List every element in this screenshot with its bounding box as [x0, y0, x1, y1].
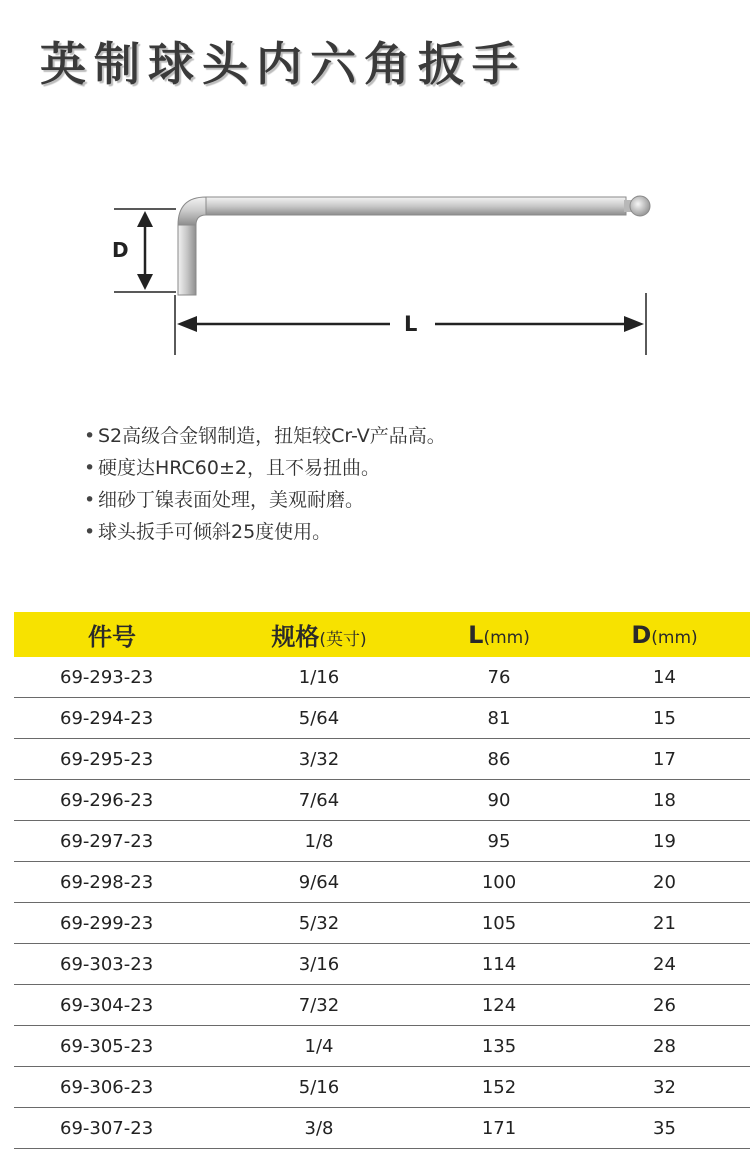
allen-key-shape [178, 196, 650, 295]
table-cell: 3/8 [219, 1108, 419, 1149]
table-row [14, 821, 750, 862]
table-cell: 1/4 [219, 1026, 419, 1067]
table-cell: 152 [419, 1067, 579, 1108]
table-cell: 95 [419, 821, 579, 862]
table-cell: 69-295-23 [14, 739, 219, 780]
bullet-icon: • [84, 489, 96, 511]
table-row [14, 1026, 750, 1067]
table-row [14, 1067, 750, 1108]
table-row [14, 944, 750, 985]
table-cell: 69-299-23 [14, 903, 219, 944]
table-cell: 69-305-23 [14, 1026, 219, 1067]
feature-item: • 球头扳手可倾斜25度使用。 [84, 516, 446, 548]
table-cell: 20 [579, 862, 750, 903]
table-cell: 81 [419, 698, 579, 739]
table-cell: 3/16 [219, 944, 419, 985]
feature-list [84, 420, 446, 548]
table-cell: 24 [579, 944, 750, 985]
table-row [14, 657, 750, 698]
table-cell: 69-297-23 [14, 821, 219, 862]
table-cell: 69-294-23 [14, 698, 219, 739]
table-cell: 69-303-23 [14, 944, 219, 985]
table-row [14, 739, 750, 780]
bullet-icon: • [84, 425, 96, 447]
table-cell: 21 [579, 903, 750, 944]
table-row [14, 698, 750, 739]
table-header-row [14, 612, 750, 657]
bullet-icon: • [84, 457, 96, 479]
table-cell: 35 [579, 1108, 750, 1149]
table-cell: 90 [419, 780, 579, 821]
table-cell: 69-298-23 [14, 862, 219, 903]
table-cell: 105 [419, 903, 579, 944]
table-cell: 69-296-23 [14, 780, 219, 821]
table-cell: 171 [419, 1108, 579, 1149]
table-cell: 1/16 [219, 657, 419, 698]
feature-item: • 细砂丁镍表面处理，美观耐磨。 [84, 484, 446, 516]
table-cell: 14 [579, 657, 750, 698]
dimension-l-label: L [404, 312, 418, 336]
table-row [14, 780, 750, 821]
dimension-d-label: D [112, 238, 129, 262]
table-cell: 69-304-23 [14, 985, 219, 1026]
table-cell: 69-306-23 [14, 1067, 219, 1108]
table-cell: 76 [419, 657, 579, 698]
bullet-icon: • [84, 521, 96, 543]
table-row [14, 1108, 750, 1149]
table-cell: 18 [579, 780, 750, 821]
table-cell: 9/64 [219, 862, 419, 903]
page-title: 英制球头内六角扳手 [40, 37, 526, 91]
table-cell: 5/16 [219, 1067, 419, 1108]
table-cell: 124 [419, 985, 579, 1026]
table-cell: 100 [419, 862, 579, 903]
feature-item: • S2高级合金钢制造，扭矩较Cr-V产品高。 [84, 420, 446, 452]
table-cell: 1/8 [219, 821, 419, 862]
table-cell: 3/32 [219, 739, 419, 780]
table-cell: 26 [579, 985, 750, 1026]
table-cell: 7/64 [219, 780, 419, 821]
table-cell: 17 [579, 739, 750, 780]
header-depth: D(mm) [579, 612, 750, 657]
table-cell: 5/32 [219, 903, 419, 944]
table-cell: 69-293-23 [14, 657, 219, 698]
table-cell: 69-307-23 [14, 1108, 219, 1149]
table-cell: 86 [419, 739, 579, 780]
table-cell: 19 [579, 821, 750, 862]
table-cell: 7/32 [219, 985, 419, 1026]
header-length: L(mm) [419, 612, 579, 657]
header-part-no: 件号 [14, 612, 219, 657]
table-row [14, 862, 750, 903]
table-row [14, 985, 750, 1026]
table-cell: 114 [419, 944, 579, 985]
table-cell: 32 [579, 1067, 750, 1108]
table-cell: 28 [579, 1026, 750, 1067]
table-cell: 135 [419, 1026, 579, 1067]
table-cell: 5/64 [219, 698, 419, 739]
spec-table [14, 612, 750, 1149]
wrench-diagram [100, 185, 670, 370]
table-cell: 15 [579, 698, 750, 739]
feature-item: • 硬度达HRC60±2，且不易扭曲。 [84, 452, 446, 484]
header-spec: 规格(英寸) [219, 612, 419, 657]
table-row [14, 903, 750, 944]
